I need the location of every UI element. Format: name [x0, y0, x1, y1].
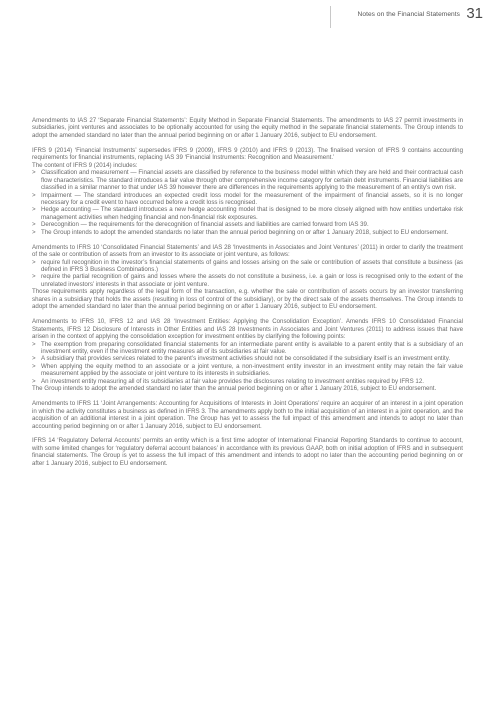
ias27-paragraph: Amendments to IAS 27 ‘Separate Financial Statements’: Equity Method in Separate Financial Statements. The amendments to IAS 27 permit investments in subsidiaries, joint ventures and associates to be optionally accounted for using the equity method in the separate financial statements. The Group intends to adopt the amended standard no later than the annual period beginning on or after 1 January 2016, subject to EU endorsement. [32, 117, 463, 139]
header-divider [330, 6, 331, 28]
ifrs9-section [32, 147, 463, 236]
list-item: > The exemption from preparing consolidated financial statements for an intermediate parent entity is available to a parent entity that is a subsidiary of an investment entity, even if the investment entity measures all of its subsidiaries at fair value. [32, 341, 463, 356]
list-item: > A subsidiary that provides services related to the parent’s investment activities should not be consolidated if the subsidiary itself is an investment entity. [32, 355, 463, 362]
ifrs10-ias28-intro: Amendments to IFRS 10 ‘Consolidated Financial Statements’ and IAS 28 ‘Investments in Associates and Joint Ventures’ (2011) in order to clarify the treatment of the sale or contribution of assets from an investor to its associate or joint venture, as follows: [32, 243, 463, 259]
ifrs9-lead: The content of IFRS 9 (2014) includes: [32, 161, 138, 169]
list-item: > The Group intends to adopt the amended standards no later than the annual period beginning on or after 1 January 2018, subject to EU endorsement. [32, 229, 463, 236]
list-item: > Derecognition — the requirements for the derecognition of financial assets and liabilities are carried forward from IAS 39. [32, 221, 463, 228]
investment-entities-outro: The Group intends to adopt the amended standard no later than the annual period beginning on or after 1 January 2016, subject to EU endorsement. [32, 385, 437, 393]
page-number: 31 [466, 5, 483, 22]
body-text [32, 117, 463, 475]
list-item: > require the partial recognition of gains and losses where the assets do not constitute a business, i.e. a gain or loss is recognised only to the extent of the unrelated investors’ interests in that associate or joint venture. [32, 273, 463, 288]
investment-entities-section [32, 318, 463, 393]
ifrs10-ias28-bullet-list [32, 259, 463, 289]
ifrs9-bullet-list [32, 169, 463, 236]
ifrs10-ias28-outro: Those requirements apply regardless of the legal form of the transaction, e.g. whether the sale or contribution of assets occurs by an investor transferring shares in a subsidiary that holds the assets (resulting in loss of control of the subsidiary), or by the direct sale of the assets themselves. The Group intends to adopt the amended standard no later than the annual period beginning on or after 1 January 2016, subject to EU endorsement. [32, 288, 463, 311]
ifrs11-paragraph: Amendments to IFRS 11 ‘Joint Arrangements: Accounting for Acquisitions of Interests in Joint Operations’ require an acquirer of an interest in a joint operation in which the activity constitutes a business as defined in IFRS 3. The amendments apply both to the initial acquisition of an interest in a joint operation, and the acquisition of an additional interest in a joint operation. The Group has yet to assess the full impact of this amendment and intends to adopt no later than accounting period beginning on or after 1 January 2016, subject to EU endorsement. [32, 400, 463, 430]
list-item: > Hedge accounting — The standard introduces a new hedge accounting model that is designed to be more closely aligned with how entities undertake risk management activities when hedging financial and non-financial risk exposures. [32, 206, 463, 221]
investment-entities-bullet-list [32, 341, 463, 386]
ifrs10-ias28-section [32, 244, 463, 311]
running-header-title: Notes on the Financial Statements [357, 11, 460, 18]
ifrs14-paragraph: IFRS 14 ‘Regulatory Deferral Accounts’ permits an entity which is a first time adopter of International Financial Reporting Standards to continue to account, with some limited changes for ‘regulatory deferral account balances’ in accordance with its previous GAAP, both on initial adoption of IFRS and in subsequent financial statements. The Group is yet to assess the full impact of this amendment and intends to adopt no later than the accounting period beginning on or after 1 January 2016, subject to EU endorsement. [32, 437, 463, 467]
investment-entities-intro: Amendments to IFRS 10, IFRS 12 and IAS 28 ‘Investment Entities: Applying the Consolidation Exception’. Amends IFRS 10 Consolidated Financial Statements, IFRS 12 Disclosure of Interests in Other Entities and IAS 28 Investments in Associates and Joint Ventures (2011) to address issues that have arisen in the context of applying the consolidation exception for investment entities by clarifying the following points: [32, 318, 463, 341]
list-item: > Impairment — The standard introduces an expected credit loss model for the measurement of the impairment of financial assets, so it is no longer necessary for a credit event to have occurred before a credit loss is recognised. [32, 192, 463, 207]
list-item: > When applying the equity method to an associate or a joint venture, a non-investment entity investor in an investment entity may retain the fair value measurement applied by the associate or joint venture to its interests in subsidiaries. [32, 363, 463, 378]
list-item: > require full recognition in the investor’s financial statements of gains and losses arising on the sale or contribution of assets that constitute a business (as defined in IFRS 3 Business Combinations.) [32, 259, 463, 274]
list-item: > An investment entity measuring all of its subsidiaries at fair value provides the disclosures relating to investment entities required by IFRS 12. [32, 378, 463, 385]
ifrs9-intro: IFRS 9 (2014) ‘Financial Instruments’ supersedes IFRS 9 (2009), IFRS 9 (2010) and IFRS 9 (2013). The finalised version of IFRS 9 contains accounting requirements for financial instruments, replacing IAS 39 ‘Financial Instruments: Recognition and Measurement.’ [32, 146, 463, 162]
list-item: > Classification and measurement — Financial assets are classified by reference to the business model within which they are held and their contractual cash flow characteristics. The standard introduces a fair value through other comprehensive income category for certain debt instruments. Financial liabilities are classified in a similar manner to that under IAS 39 however there are differences in the requirements applying to the measurement of an entity’s own risk. [32, 169, 463, 191]
